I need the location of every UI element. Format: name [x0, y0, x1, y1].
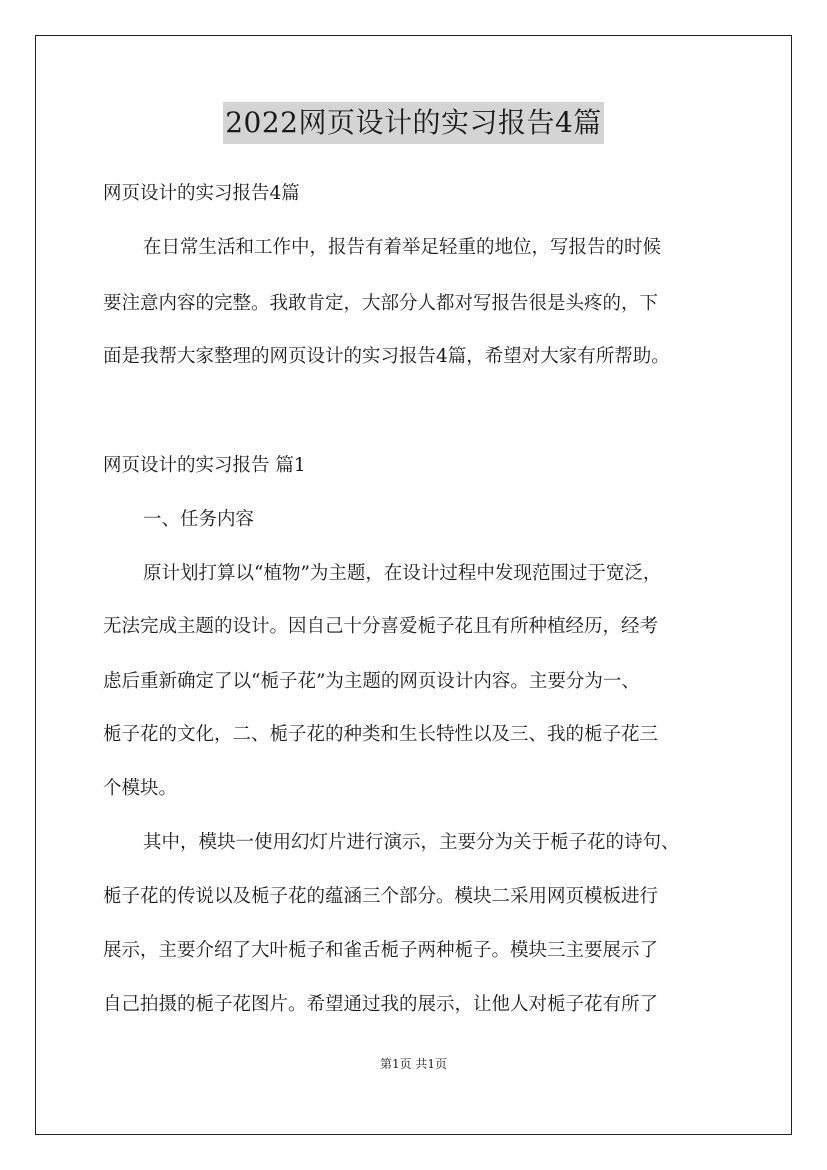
- subsection-heading: 一、任务内容: [143, 509, 255, 530]
- page-footer: 第1页 共1页: [379, 1057, 448, 1071]
- paragraph-line: 无法完成主题的设计。因自己十分喜爱栀子花且有所种植经历，经考: [103, 616, 659, 637]
- subtitle-line: 网页设计的实习报告4篇: [103, 183, 300, 204]
- paragraph-line: 栀子花的传说以及栀子花的蕴涵三个部分。模块二采用网页模板进行: [103, 886, 659, 907]
- title-container: [0, 102, 827, 144]
- paragraph-line: 展示，主要介绍了大叶栀子和雀舌栀子两种栀子。模块三主要展示了: [103, 940, 659, 961]
- document-title: 2022网页设计的实习报告4篇: [223, 102, 604, 144]
- paragraph-line: 原计划打算以“植物”为主题，在设计过程中发现范围过于宽泛，: [143, 563, 662, 584]
- paragraph-line: 虑后重新确定了以“栀子花”为主题的网页设计内容。主要分为一、: [103, 671, 640, 692]
- section-heading: 网页设计的实习报告 篇1: [103, 455, 306, 476]
- paragraph-line: 其中，模块一使用幻灯片进行演示，主要分为关于栀子花的诗句、: [143, 832, 680, 853]
- paragraph-line: 面是我帮大家整理的网页设计的实习报告4篇，希望对大家有所帮助。: [103, 346, 670, 367]
- paragraph-line: 自己拍摄的栀子花图片。希望通过我的展示，让他人对栀子花有所了: [103, 994, 659, 1015]
- paragraph-line: 在日常生活和工作中，报告有着举足轻重的地位，写报告的时候: [143, 237, 662, 258]
- paragraph-line: 个模块。: [103, 778, 178, 799]
- paragraph-line: 栀子花的文化，二、栀子花的种类和生长特性以及三、我的栀子花三: [103, 724, 659, 745]
- paragraph-line: 要注意内容的完整。我敢肯定，大部分人都对写报告很是头疼的，下: [103, 293, 659, 314]
